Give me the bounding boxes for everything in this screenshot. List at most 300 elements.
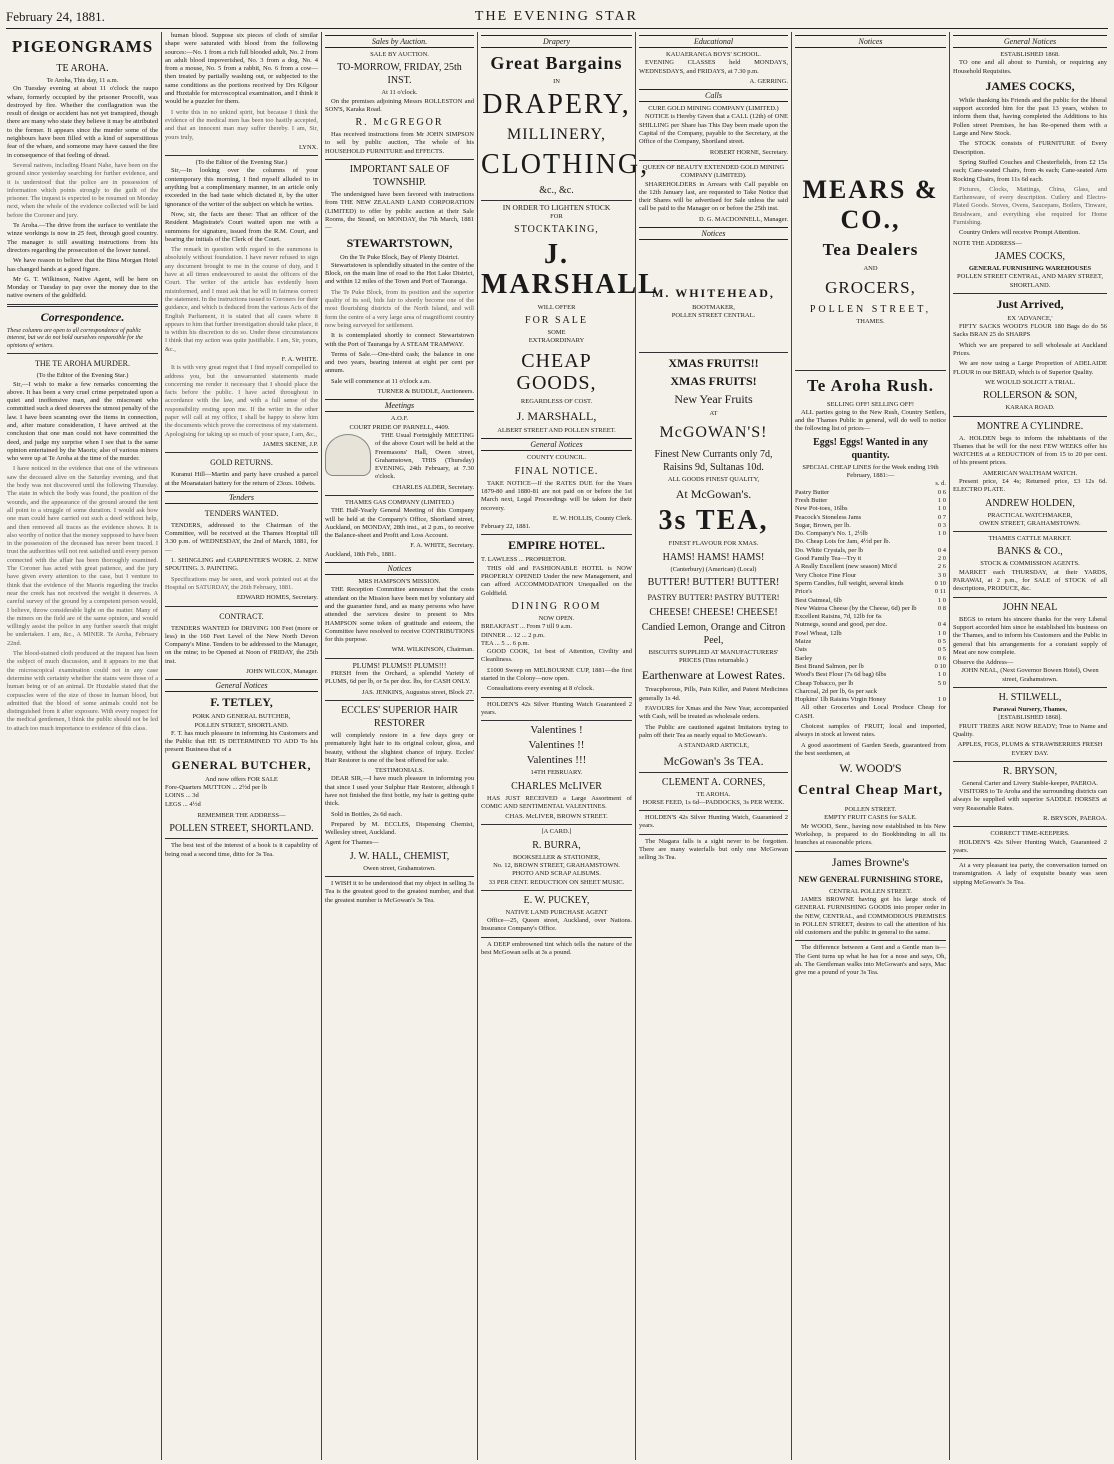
contract-heading: CONTRACT. [219, 611, 264, 621]
ad-text: Sale will commence at 11 o'clock a.m. [331, 377, 431, 385]
price-row [795, 522, 946, 530]
general-notices-section: General Notices [953, 35, 1107, 48]
for-sale-line: FOR SALE [525, 315, 588, 327]
gas-heading: THAMES GAS COMPANY (LIMITED.) [345, 498, 454, 506]
price-row [795, 663, 946, 671]
price-item-name: Sugar, Brown, per lb. [795, 521, 851, 529]
karaka-road-line: KARAKA ROAD. [1005, 404, 1055, 412]
letter-paragraph: human blood. Suppose six pieces of cloth of similar shape were saturated with blood from the following sources:—No. 1 from a rich full blooded adult, No. 2 from an adult blood impoverished, No. 3 from a dog, No. 4 from a mouse, No. 5 from a rabbit, No. 6 from a cow—then treated by partially washing out, or subjected to the same conditions as the portions received by Drs Kilgour and Huxtable for microscopical examination, and I think it would be a puzzler for them. [165, 32, 318, 106]
township-sale-heading: IMPORTANT SALE OF TOWNSHIP. [349, 164, 450, 189]
ad-text: On the premises adjoining Messrs ROLLESTON and SON'S, Karaka Road. [325, 97, 474, 113]
column-3 [322, 32, 478, 1460]
price-item-price: 1 0 [937, 530, 946, 538]
price-item-price: 0 10 [934, 662, 946, 670]
column-7 [950, 32, 1110, 1460]
ad-text: will completely restore in a few days grey or prematurely light hair to its original colour, gloss, and beauty, without the slightest chance of injury. Eccles' Hair Restorer is one of the best offered for sale. [325, 731, 474, 764]
cocks-address: POLLEN STREET CENTRAL, AND MARY STREET, SHORTLAND. [957, 273, 1103, 289]
signature: F. A. WHITE. [281, 355, 318, 363]
ad-text: The Public are cautioned against Imitators trying to palm off their Tea as nearly equal to McGowan's. [639, 723, 788, 739]
price-row [795, 588, 946, 596]
signature: JAMES SKENE, J.P. [262, 440, 318, 448]
price-row [795, 505, 946, 513]
advance-line: EX 'ADVANCE,' [1007, 314, 1053, 322]
ad-text: TENDERS, addressed to the Chairman of the Committee, will be received at the Thames Hospital till 3.30 p.m. of WEDNESDAY, the 2nd of March, 1881, for— [165, 521, 318, 554]
article-paragraph: On Tuesday evening at about 11 o'clock the raupo whare, formerly occupied by the prisoner Procoffi, was destroyed by fire. Whether the conflagration was the result of design or accident has not yet transpired, though there are many who state they believe it may be attributed to the former. It appears since the murder some of the neighbours have been filled with a kind of superstitious fear of the whare, and someone may have caused the fire in consequence of that feeling of dread. [7, 85, 158, 159]
price-item-name: Wood's Best Flour (7s 6d bag) 6lbs [795, 671, 887, 679]
cocks-name: JAMES COCKS, [994, 250, 1066, 262]
letter-paragraph: Sir,—I wish to make a few remarks concerning the above. It has been a very cruel crime perpetrated upon a quiet and inoffensive man, and the miscreant who committed such a deed deserves the utmost penalty of the law. I have been scanning over the items in connection, and, after mature consideration, I have arrived at the conclusion that one man could not have committed the deed, and judge my surprise when I see that is the same opinion entertained by the Maoris; also of various miners who were up at Te Aroha at the time of the murder. [7, 380, 158, 463]
address-label: NOTE THE ADDRESS— [953, 239, 1022, 247]
price-item-price: 0 11 [934, 588, 946, 596]
sale-date: TO-MORROW, FRIDAY, 25th INST. [337, 62, 462, 87]
notices-section: Notices [639, 227, 788, 240]
queen-heading: QUEEN OF BEAUTY EXTENDED GOLD MINING COMPANY (LIMITED). [642, 163, 785, 180]
price-row [795, 605, 946, 613]
address-line: POLLEN STREET, SHORTLAND. [169, 823, 314, 835]
price-row [795, 646, 946, 654]
ad-text: TAKE NOTICE—If the RATES DUE for the Years 1879-80 and 1880-81 are not paid on or before the 1st March next, Legal Proceedings will be taken for their recovery. [481, 479, 632, 512]
grocers-line: GROCERS, [825, 278, 916, 298]
price-item-price: 1 0 [937, 671, 946, 679]
ad-text: Stewartstown is splendidly situated in the centre of the Block, on the main line of road to the Hot Lake District, and within 12 miles of the Town and Port of Tauranga. [325, 261, 474, 286]
editorial-note: These columns are open to all correspondence of public interest, but we do not hold ourselves responsible for the opinions of writers. [7, 327, 143, 349]
will-offer-line: WILL OFFER [537, 303, 576, 311]
gold-returns-heading: GOLD RETURNS. [210, 458, 273, 468]
general-butcher-heading: GENERAL BUTCHER, [171, 757, 312, 772]
price-item-name: Nutmegs, sound and good, per doz. [795, 621, 888, 629]
established-line: ESTABLISHED 1868. [1000, 51, 1060, 58]
at-mcgowans-line: At McGowan's. [675, 487, 752, 502]
filler-text: The best test of the interest of a book is it capability of being read a second time, ditto for 3s Tea. [165, 842, 318, 858]
sale-heading: SALE BY AUCTION. [370, 51, 429, 58]
price-item-price: 0 5 [937, 646, 946, 654]
ad-text: HAS JUST RECEIVED a Large Assortment of COMIC AND SENTIMENTAL VALENTINES. [481, 794, 632, 810]
signature: ROBERT HORNE, Secretary. [709, 148, 788, 156]
tea-dealers-line: Tea Dealers [822, 240, 919, 259]
price-item-name: Do. Cheap Lots for Jam, 4½d per lb. [795, 538, 891, 546]
price-item-price: 1 0 [937, 629, 946, 637]
finest-flavour-line: FINEST FLAVOUR FOR XMAS. [668, 540, 759, 548]
price-row [795, 671, 946, 679]
three-shilling-tea-heading: 3s TEA, [658, 505, 769, 537]
divider [639, 810, 788, 811]
divider [325, 700, 474, 701]
signature: E. W. HOLLIS, County Clerk. [552, 514, 632, 522]
ad-text: Pictures, Clocks, Mattings, China, Glass, and Earthenware, of every description. Cutlery and Electro-Plated Goods. Stoves, Ovens, Saucepans, Boilers, Tinware, Brushware, and everything else required for Home Furnishing. [953, 185, 1107, 227]
ad-text: It is contemplated shortly to connect Stewartstown with the Port of Tauranga by A STEAM TRAMWAY. [325, 332, 474, 348]
price-item-price: 1 0 [937, 596, 946, 604]
filler-text: The difference between a Gent and a Gentle man is—The Gent turns up what he has for a nose and says, Oh, ah. The Gentleman walks into McGowan's and says, Mac give me a pound of your 3s Tea. [795, 944, 946, 977]
auctioneer-name: R. McGREGOR [355, 117, 444, 129]
ad-text: Terms of Sale.—One-third cash; the balance in one and two years, bearing interest at eight per cent per annum. [325, 350, 474, 375]
letter-subtitle: (To the Editor of the Evening Star.) [195, 159, 288, 167]
divider [165, 606, 318, 607]
educational-section: Educational [639, 35, 788, 48]
price-row [795, 621, 946, 629]
meetings-section: Meetings [325, 399, 474, 412]
ad-date: Auckland, 18th Feb., 1881. [325, 550, 396, 558]
signature: JAS. JENKINS, Augustus street, Block 27. [361, 688, 474, 696]
price-row [795, 630, 946, 638]
divider [481, 937, 632, 938]
ad-text: Treacphorous, Pills, Pain Killer, and Patent Medicines generally 1s 4d. [639, 686, 788, 702]
price-row [795, 572, 946, 580]
eccles-heading: ECCLES' SUPERIOR HAIR RESTORER [341, 704, 458, 729]
price-header: s. d. [935, 480, 946, 488]
price-row [795, 497, 946, 505]
regardless-line: REGARDLESS OF COST. [520, 397, 593, 405]
price-item-name: Barley [795, 654, 813, 662]
letter-paragraph: Sir,—In looking over the columns of your contemporary this morning, I find myself alluded to in anything but a complimentary manner, in an article only exceeded in the bad taste which dictated it, by the utter ignorance of the writer of the subject on which he writes. [165, 167, 318, 208]
all-goods-line: ALL GOODS FINEST QUALITY, [667, 475, 760, 483]
holden-address: OWEN STREET, GRAHAMSTOWN. [979, 519, 1081, 527]
ad-text: Consultations every evening at 8 o'clock. [487, 685, 594, 693]
candied-peel-line: Candied Lemon, Orange and Citron Peel, [641, 621, 786, 646]
price-item-name: Pastry Butter [795, 488, 830, 496]
divider [795, 851, 946, 852]
furnishing-store-heading: NEW GENERAL FURNISHING STORE, [798, 874, 943, 884]
school-heading: KAUAERANGA BOYS' SCHOOL. [666, 51, 761, 58]
burra-address: No. 12, BROWN STREET, GRAHAMSTOWN. [493, 861, 620, 869]
fruit-cases-line: EMPTY FRUIT CASES for SALE. [824, 814, 917, 822]
browne-address: CENTRAL POLLEN STREET. [829, 887, 912, 895]
divider [795, 940, 946, 941]
filler-text: The Niagara falls is a sight never to be forgotten. There are many waterfalls but only one McGowan selling 3s Tea. [639, 837, 788, 862]
letter-paragraph: The blood-stained cloth produced at the inquest has been the subject of much discussion, and it appears to me that the microscopical examination could not in any case determine with certainty whether the stains were those of a human being or of an animal. Dr Huxtable stated that the corpuscles were of the size of those in human blood, but admitted that the blood of some animals could not be distinguished from it after exposure. With every respect for the medical gentlemen, I think the public should not be led to attach too much importance to evidence of this class. [7, 650, 158, 732]
standard-article-line: A STANDARD ARTICLE, [678, 742, 749, 750]
great-bargains-heading: Great Bargains [490, 53, 623, 73]
wood-heading: W. WOOD'S [839, 761, 902, 776]
meal-time: TEA ... 5 ... 6 p.m. [481, 639, 530, 647]
filler-text: At a very pleasant tea party, the conversation turned on transmigration. A lady of exquisite beauty was seen sipping McGowan's 3s Tea. [953, 862, 1107, 886]
selling-off-line: SELLING OFF! SELLING OFF! [826, 400, 915, 408]
signature: JOHN WILCOX, Manager. [246, 668, 318, 675]
ad-text: The STOCK consists of FURNITURE of Every Description. [953, 140, 1107, 156]
apples-line: APPLES, FIGS, PLUMS & STRAWBERRIES FRESH EVERY DAY. [957, 741, 1103, 757]
ad-text: The Te Puke Block, from its position and the superior quality of its soil, bids fair to shortly become one of the most flourishing districts of the North Island, and will form the centre of a very large area of magnificent country now being surveyed for settlement. [325, 288, 474, 329]
currants-line: Finest New Currants only 7d, Raisins 9d, Sultanas 10d. [654, 448, 773, 473]
article-paragraph: We have reason to believe that the Bina Morgan Hotel has changed hands at a good figure. [7, 257, 158, 273]
for-label: FOR [550, 212, 563, 220]
ad-text: F. T. has much pleasure in informing his Customers and the Public that HE IS DETERMINED TO ADD To his present Business that of a [165, 729, 318, 754]
price-row [795, 538, 946, 546]
warehouses-line: GENERAL FURNISHING WAREHOUSES [968, 264, 1092, 272]
drapery-section: Drapery [481, 35, 632, 48]
ad-text: FRESH from the Orchard, a splendid Variety of PLUMS, 6d per lb, or 5s per doz. lbs, for CASH ONLY. [325, 670, 474, 686]
general-notices-section: General Notices [165, 679, 318, 692]
for-sale-line: And now offers FOR SALE [205, 775, 278, 783]
price-item-price: 0 5 [937, 638, 946, 646]
aof-heading: A.O.F. [390, 415, 409, 423]
divider [481, 697, 632, 698]
price-item-name: Excellent Raisins, 7d, 12lb for 6s [795, 613, 882, 621]
price-item-price: 0 6 [937, 488, 946, 496]
column-4 [478, 32, 659, 1460]
pollen-street-line: POLLEN STREET, [809, 304, 932, 316]
divider [481, 200, 632, 201]
special-lines-heading: SPECIAL CHEAP LINES for the Week ending 19th February, 1881:— [802, 463, 939, 480]
whitehead-heading: M. WHITEHEAD, [652, 286, 775, 301]
final-notice-heading: FINAL NOTICE. [514, 465, 599, 477]
notices-section: Notices [795, 35, 946, 48]
cattle-market-heading: THAMES CATTLE MARKET. [988, 535, 1072, 543]
stewartstown-heading: STEWARTSTOWN, [346, 235, 453, 250]
divider [953, 826, 1107, 827]
valentines-line: Valentines ! [530, 724, 583, 737]
letter-paragraph: I have noticed in the evidence that one of the witnesses saw the deceased alive on the Saturday evening, and that the body was not discovered until the following Thursday. The state in which the body was found, the position of the wounds, and the appearance of the ground around the tent all point to a struggle of some duration. I would ask how one man could have carried out such a deed without help, and then removed all traces as the evidence shows. It is also worthy of notice that the money supposed to have been in the possession of the deceased has never been traced. I trust the authorities will not rest satisfied until every person connected with the affair has been thoroughly examined. The Coroner has acted with great patience, and the jury have given every attention to the case, but I venture to think that the evidence of the Maoris regarding the tracks near the creek has not received the weight it deserves. A careful survey of the ground by a competent person would, I believe, throw considerable light on the matter. Many of the miners on the field are of the same opinion, and would willingly assist the police in any further search that might be undertaken. I am, &c., A MINER. Te Aroha, February 22nd. [7, 465, 158, 647]
ad-text: All other Groceries and Local Produce Cheap for CASH. [795, 704, 946, 720]
valentines-line: Valentines !!! [526, 754, 587, 767]
calls-section: Calls [639, 89, 788, 102]
ad-text: While thanking his Friends and the public for the liberal support accorded him for the past 13 years, wishes to inform them that, having completed the Additions to his Pollen street Premises, he has Re-opened them with a Large and New Stock. [953, 96, 1107, 138]
newspaper-title: THE EVENING STAR [474, 9, 639, 24]
price-item-name: Peacock's Stoneless Jams [795, 513, 862, 521]
price-item-price: 0 8 [937, 604, 946, 612]
hams-origin-line: (Canterbury) (American) (Local) [670, 565, 757, 573]
ad-text: FAVOURS for Xmas and the New Year, accompanied with Cash, will be treated as wholesale orders. [639, 705, 788, 721]
price-row [795, 514, 946, 522]
mcgowans-heading: McGOWAN'S! [659, 423, 768, 441]
stilwell-heading: H. STILWELL, [998, 692, 1062, 704]
ad-text: THE Usual Fortnightly MEETING of the above Court will be held at the Freemasons' Hall, Owen street, Grahamstown, THIS (Thursday) EVENING, 24th February, at 7.30 o'clock. [375, 431, 474, 481]
ad-text: A. HOLDEN begs to inform the inhabitants of the Thames that he will for the next FEW WEEKS offer his WATCHES at a REDUCTION of from 15 to 20 per cent. of his present prices. [953, 434, 1107, 467]
ad-date: February 22, 1881. [481, 523, 531, 531]
tetley-heading: F. TETLEY, [210, 695, 273, 710]
valentines-date: 14TH FEBRUARY. [530, 769, 583, 777]
column-5 [636, 32, 792, 1460]
meal-time: BREAKFAST ... From 7 till 9 a.m. [481, 623, 572, 631]
valentines-line: Valentines !! [528, 739, 585, 752]
and-label: AND [863, 265, 878, 272]
ad-text: MARKET each THURSDAY, at their YARDS, PARAWAI, at 2 p.m., for SALE of STOCK of all descriptions, PRODUCE, &c. [953, 568, 1107, 593]
price-row [795, 580, 946, 588]
sale-time: At 11 o'clock. [381, 89, 418, 97]
price-item-price: 2 0 [937, 555, 946, 563]
price-row [795, 489, 946, 497]
price-item-name: A Really Excellent (new season) Mix'd [795, 563, 897, 571]
signature: F. A. WHITE, Secretary. [410, 542, 474, 550]
price-line: LOINS ... 3d [165, 792, 199, 800]
divider [953, 687, 1107, 688]
banks-heading: BANKS & CO., [997, 546, 1063, 558]
tenders-wanted-heading: TENDERS WANTED. [204, 508, 279, 518]
mears-heading: MEARS & CO., [802, 175, 939, 234]
bryson-heading: R. BRYSON, [1002, 765, 1058, 777]
ad-text: ALL parties going to the New Rush, Country Settlers, and the Thames Public in general, will do well to notice the following list of prices— [795, 408, 946, 433]
ad-text: TENDERS WANTED for DRIVING 100 Feet (more or less) in the 160 Feet Level of the New North Devon Company's Mine. Tenders to be addressed to the Manager, on the mine; to be Opened at Noon of FRIDAY, the 25th inst. [165, 624, 318, 665]
some-label: SOME [547, 329, 566, 337]
divider [953, 531, 1107, 532]
price-item-name: Do. White Crystals, per lb [795, 546, 864, 554]
signature: EDWARD HOMES, Secretary. [236, 594, 318, 602]
price-row [795, 555, 946, 563]
divider [639, 834, 788, 835]
divider [481, 890, 632, 891]
trial-line: WE WOULD SOLICIT A TRIAL. [984, 378, 1076, 386]
price-row [795, 696, 946, 704]
divider [165, 838, 318, 839]
price-item-name: New Wairoa Cheese (by the Cheese, 6d) per lb [795, 604, 917, 612]
price-item-name: Oats [795, 646, 807, 654]
price-item-name: Do. Company's No. 1, 2½lb [795, 530, 868, 538]
empire-hotel-heading: EMPIRE HOTEL. [508, 538, 605, 553]
parawai-line: Parawai Nursery, Thames, [993, 706, 1067, 714]
ad-text: The undersigned have been favored with instructions from THE NEW ZEALAND LAND CORPORATION (LIMITED) to offer by public auction at their Sale Rooms, the Strand, on MONDAY, the 7th March, 1881— [325, 191, 474, 232]
photo-albums-line: PHOTO AND SCRAP ALBUMS. [512, 870, 601, 878]
price-item-price: 0 10 [934, 579, 946, 587]
agent-address: Owen street, Grahamstown. [363, 864, 436, 872]
cornes-address: TE AROHA. [696, 790, 731, 798]
cheese-line: CHEESE! CHEESE! CHEESE! [649, 606, 778, 618]
address-label: REMEMBER THE ADDRESS— [197, 811, 286, 819]
divider [639, 160, 788, 161]
divider [481, 534, 632, 535]
ad-text: FIFTY SACKS WOOD'S FLOUR 180 Bags do do 56 Sacks BRAN 25 do SHARPS [953, 323, 1107, 339]
column-1 [4, 32, 162, 1460]
signature: A. GERRING. [749, 77, 788, 85]
agent-name: J. W. HALL, CHEMIST, [349, 850, 450, 862]
price-item-price: 5 0 [937, 679, 946, 687]
puckey-heading: E. W. PUCKEY, [523, 894, 590, 906]
agent-label: Agent for Thames— [325, 839, 379, 847]
proprietor-line: T. LAWLESS ... PROPRIETOR. [481, 556, 567, 564]
ad-text: THE Reception Committee announce that the costs attendant on the Mission have been met by voluntary aid and the guarantee fund, and as many persons who have attended the services desire to present to Mrs HAMPSON some token of gratitude and esteem, the Committee have resolved to receive CONTRIBUTIONS for this purpose. [325, 586, 474, 644]
signature: R. BRYSON, PAEROA. [1043, 815, 1107, 822]
letter-paragraph: It is with very great regret that I find myself compelled to address you, but the unwarranted statements made concerning me render it necessary that I should place the facts before the public. I have acted throughout in accordance with the law, and with a full sense of the responsibility resting upon me. If the writer in the other paper will call at my office, I shall be happy to show him the documents which prove the correctness of my statement. Apologising for taking up so much of your space, I am, &c., [165, 364, 318, 438]
just-arrived-heading: Just Arrived, [996, 296, 1064, 311]
article-paragraph: Te Aroha.—The drive from the surface to ventilate the winze workings is now in 25 feet, through good country. The manager is still awaiting instructions from his directors regarding the prosecution of the lower tunnel. [7, 222, 158, 254]
ad-text: Spring Stuffed Couches and Chesterfields, from £2 15s each; Cane-seated Chairs, from 4s each; Cane-seated Arm Rocking Chairs, from 11s 6d each. [953, 158, 1107, 183]
divider [165, 155, 318, 156]
column-6 [792, 32, 950, 1460]
marshall-name: J. MARSHALL, [516, 409, 597, 424]
divider [639, 352, 788, 353]
price-item-price: 0 3 [937, 521, 946, 529]
price-item-price: 1 0 [937, 505, 946, 513]
price-item-price: 0 4 [937, 621, 946, 629]
ad-text: THIS old and FASHIONABLE HOTEL is NOW PROPERLY OPENED Under the new Management, and can afford ACCOMMODATION Unequalled on the Goldfield. [481, 564, 632, 597]
ad-text: HOLDEN'S 42s Silver Hunting Watch Guaranteed 2 years. [481, 700, 632, 716]
neal-address: JOHN NEAL, (Next Governor Bowen Hotel), Owen street, Grahamstown. [961, 667, 1099, 683]
signature: WM. WILKINSON, Chairman. [391, 646, 474, 654]
price-item-price: 1 0 [937, 696, 946, 704]
te-aroha-heading: TE AROHA. [56, 63, 109, 74]
ad-text: HOLDEN'S 42s Silver Hunting Watch, Guaranteed 2 years. [953, 838, 1107, 854]
andrew-holden-heading: ANDREW HOLDEN, [985, 497, 1075, 509]
cheap-goods-heading: CHEAP GOODS, [516, 349, 597, 394]
price-item-name: Good Family Tea—Try it [795, 555, 862, 563]
divider [481, 720, 632, 721]
county-heading: COUNTY COUNCIL. [527, 454, 586, 462]
price-row [795, 638, 946, 646]
price-item-name: Price's [795, 588, 813, 596]
thames-line: THAMES. [856, 318, 885, 326]
article-paragraph: Mr G. T. Wilkinson, Native Agent, will be here on Monday or Tuesday to pay over the money due to the native owners of the goldfield. [7, 275, 158, 300]
filler-text: I WISH it to be understood that my object in selling 3s Tea is the greatest good to the greatest number, and that the greatest number is McGowan's 3s Tea. [325, 880, 474, 904]
address-label: Observe the Address— [953, 659, 1014, 667]
price-item-name: Fresh Butter [795, 496, 828, 504]
tetley-address: POLLEN STREET, SHORTLAND. [194, 721, 289, 729]
ad-text: Office—25, Queen street, Auckland, over Nations. Insurance Company's Office. [481, 917, 632, 933]
price-item-name: Sperm Candles, full weight, several kinds [795, 579, 904, 587]
xmas-fruits-line: XMAS FRUITS!! [668, 355, 759, 370]
price-item-name: New Pot-toes, 16lbs [795, 505, 848, 513]
ad-text: JAMES BROWNE having got his large stock of GENERAL FURNISHING GOODS into proper order in the NEW, CENTRAL, and COMMODIOUS PREMISES in POLLEN STREET, desires to call the attention of his old customers and the public in general to the same. [795, 895, 946, 937]
price-item-price: 0 4 [937, 546, 946, 554]
waltham-heading: AMERICAN WALTHAM WATCH. [982, 469, 1078, 477]
divider [325, 658, 474, 659]
ad-text: Prepared by M. ECCLES, Dispensing Chemist, Wellesley street, Auckland. [325, 820, 474, 837]
tetley-subheading: PORK AND GENERAL BUTCHER, [192, 713, 291, 721]
ad-text: BEGS to return his sincere thanks for the very Liberal Support accorded him since he established his business on the Thames, and to inform his Customers and the Public in general that his arrangements for a constant supply of Meat are now complete. [953, 615, 1107, 656]
ad-text: Which we are prepared to sell wholesale at Auckland Prices. [953, 341, 1107, 358]
native-land-line: NATIVE LAND PURCHASE AGENT [505, 908, 608, 916]
price-line: Fore-Quarters MUTTON ... 2½d per lb [165, 784, 267, 792]
price-item-price: 0 6 [937, 654, 946, 662]
mission-heading: MRS HAMPSON'S MISSION. [358, 578, 441, 586]
ad-text: FRUIT TREES ARE NOW READY; True to Name and Quality. [953, 722, 1107, 738]
watchmaker-line: PRACTICAL WATCHMAKER, [987, 511, 1073, 519]
ad-text: Present price, £4 4s; Returned price, £3 12s 6d. ELECTRO PLATE. [953, 477, 1107, 494]
ad-text: £1000 Sweep on MELBOURNE CUP, 1881—the first started in the Colony—now open. [481, 666, 632, 683]
price-row [795, 563, 946, 571]
extraordinary-label: EXTRAORDINARY [528, 337, 585, 345]
letter-title: THE TE AROHA MURDER. [35, 359, 130, 369]
clothing-heading: CLOTHING, [481, 149, 650, 181]
mcliver-heading: CHARLES McLIVER [511, 780, 602, 792]
divider [953, 597, 1107, 598]
whitehead-address: POLLEN STREET CENTRAL. [671, 312, 756, 320]
divider [639, 772, 788, 773]
mcliver-address: CHAS. McLIVER, BROWN STREET. [505, 813, 608, 821]
ad-text: Has received instructions from Mr JOHN SIMPSON to sell by public auction, The whole of his HOUSEHOLD FURNITURE and EFFECTS. [325, 131, 474, 155]
ad-text: Choicest samples of FRUIT, local and imported, always in stock at lowest rates. [795, 722, 946, 739]
filler-text: A DEEP embrowned tint which tells the nature of the best McGowan sells at 3s a pound. [481, 940, 632, 957]
marshall-address: ALBERT STREET AND POLLEN STREET. [497, 427, 616, 435]
testimonials-heading: TESTIMONIALS. [375, 767, 424, 775]
price-item-name: Maize [795, 638, 812, 646]
price-item-price: 3 0 [937, 571, 946, 579]
millinery-heading: MILLINERY, [506, 126, 607, 144]
carter-line: General Carter and Livery Stable-keeper, PAEROA. [962, 779, 1098, 787]
plums-heading: PLUMS! PLUMS!! PLUMS!!! [352, 660, 447, 670]
divider [953, 858, 1107, 859]
price-item-price: 0 7 [937, 513, 946, 521]
divider [481, 824, 632, 825]
price-item-name: Very Choice Fine Flour [795, 571, 857, 579]
te-aroha-rush-heading: Te Aroha Rush. [807, 375, 934, 395]
bootmaker-line: BOOTMAKER, [692, 304, 735, 312]
price-item-name: Hopkins' 1lb Raisins Virgin Honey [795, 696, 886, 704]
pastry-butter-line: PASTRY BUTTER! PASTRY BUTTER! [647, 592, 780, 602]
ad-text: Specifications may be seen, and work pointed out at the Hospital on SATURDAY, the 26th February, 1881. [165, 575, 318, 591]
correspondence-heading: Correspondence. [40, 309, 125, 324]
divider [7, 353, 158, 354]
ad-text: We are now using a Large Proportion of ADELAIDE FLOUR in our BREAD, which is of Superior Quality. [953, 360, 1107, 376]
masthead [6, 6, 1108, 29]
eggs-wanted-line: Eggs! Eggs! Wanted in any quantity. [813, 436, 928, 461]
drapery-heading: DRAPERY, [482, 89, 631, 121]
ad-text: EVENING CLASSES held MONDAYS, WEDNESDAYS, and FRIDAYS, at 7.30 p.m. [639, 59, 788, 75]
price-row [795, 613, 946, 621]
price-line: LEGS ... 4½d [165, 800, 201, 808]
price-item-name: Best Oatmeal, 6lb [795, 596, 842, 604]
divider [325, 876, 474, 877]
pigeongrams-heading: PIGEONGRAMS [11, 37, 154, 56]
signature: D. G. MACDONNELL, Manager. [698, 215, 788, 223]
bookseller-line: BOOKSELLER & STATIONER, [512, 853, 601, 861]
general-notices-section: General Notices [481, 438, 632, 451]
